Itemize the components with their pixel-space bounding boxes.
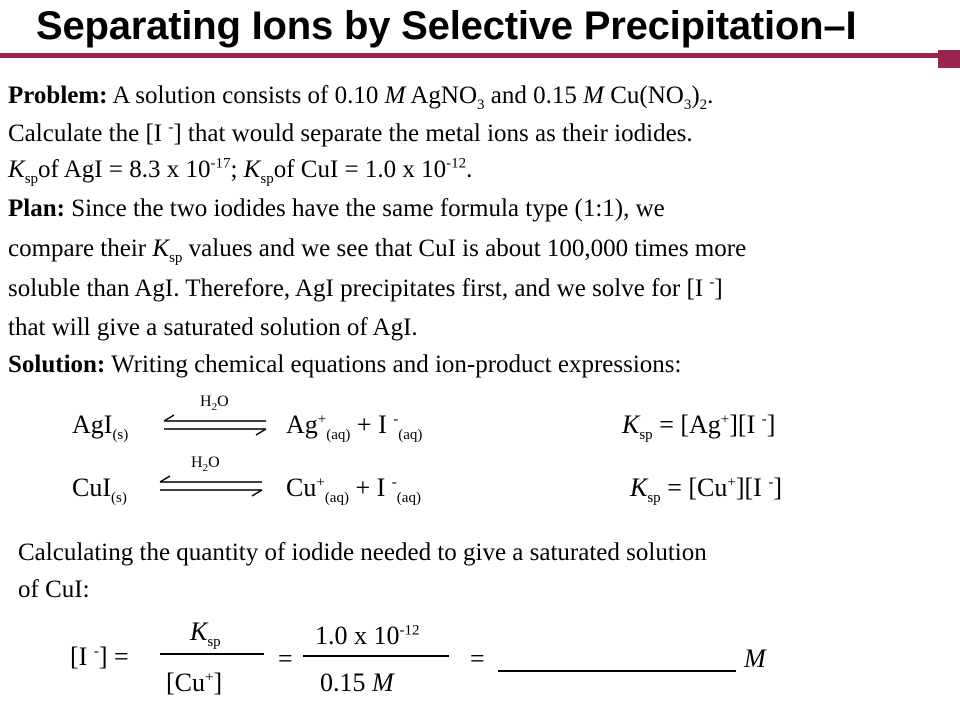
- plan-text: ]: [714, 275, 723, 302]
- expr-text: ] =: [98, 642, 129, 671]
- equals-sign: =: [470, 644, 485, 673]
- problem-line-2: [8, 119, 693, 149]
- subscript: sp: [24, 171, 39, 187]
- problem-label: Problem:: [8, 82, 108, 109]
- plan-line-1: [8, 194, 665, 224]
- fraction-2-bar: [303, 655, 449, 657]
- expr-text: 1.0 x 10: [315, 621, 400, 650]
- calc-lhs: [70, 642, 129, 672]
- state-label: (s): [111, 490, 127, 507]
- reactant-formula: AgI: [72, 410, 113, 439]
- eq1-products: [286, 410, 423, 444]
- state-label: (aq): [326, 427, 351, 444]
- expr-text: = [Ag: [652, 410, 721, 439]
- plan-text: values and we see that CuI is about 100,000 times more: [182, 235, 747, 262]
- superscript: -17: [210, 155, 231, 172]
- expr-text: = [Cu: [660, 473, 728, 502]
- expr-text: ]: [213, 668, 223, 697]
- title-underline-end: [938, 50, 960, 68]
- anion-formula: + I: [348, 473, 392, 502]
- ksp-symbol: K: [152, 235, 170, 262]
- state-label: (s): [112, 427, 129, 444]
- problem-text: ): [691, 82, 700, 109]
- eq1-ksp-expression: [622, 410, 776, 444]
- reactant-formula: CuI: [72, 473, 111, 502]
- ksp-symbol: K: [243, 156, 261, 183]
- charge: +: [720, 411, 730, 428]
- problem-text: .: [466, 156, 473, 183]
- charge: +: [316, 474, 325, 491]
- solvent-text: O: [217, 393, 229, 410]
- eq2-reactant: [72, 473, 127, 507]
- state-label: (aq): [398, 427, 423, 444]
- subscript: sp: [169, 250, 183, 266]
- equals-sign: =: [278, 644, 293, 673]
- expr-text: ]: [766, 410, 776, 439]
- plan-line-4: that will give a saturated solution of AgI.: [8, 314, 418, 341]
- solvent-text: O: [208, 454, 220, 471]
- page-title: Separating Ions by Selective Precipitation–I: [36, 4, 857, 48]
- expr-text: ][I: [729, 410, 762, 439]
- solvent-text: H: [200, 393, 212, 410]
- ksp-symbol: K: [630, 473, 648, 502]
- problem-text: and 0.15: [484, 82, 584, 109]
- title-underline: [0, 53, 938, 58]
- expr-text: [Cu: [166, 668, 205, 697]
- molarity-symbol: M: [384, 82, 406, 109]
- subscript: 2: [202, 462, 209, 475]
- plan-text: soluble than AgI. Therefore, AgI precipitates first, and we solve for [I: [8, 275, 710, 302]
- subscript: 2: [211, 401, 218, 414]
- equilibrium-arrow-icon: [160, 413, 270, 437]
- ksp-symbol: K: [190, 617, 208, 646]
- solvent-text: H: [191, 454, 203, 471]
- cation-formula: Cu: [286, 473, 317, 502]
- subscript: sp: [647, 490, 661, 507]
- problem-text: Calculate the [I: [8, 120, 169, 147]
- anion-formula: + I: [350, 410, 394, 439]
- charge: +: [317, 411, 327, 428]
- problem-text: ;: [230, 156, 244, 183]
- charge: -: [393, 411, 399, 428]
- charge: -: [391, 474, 397, 491]
- solution-label: Solution:: [8, 351, 106, 378]
- eq2-products: [286, 473, 421, 507]
- calc-line-1: Calculating the quantity of iodide needed to give a saturated solution: [18, 539, 707, 566]
- plan-text: Since the two iodides have the same formula type (1:1), we: [64, 195, 665, 222]
- charge: +: [727, 474, 736, 491]
- fraction-1-denominator: [166, 668, 222, 698]
- plan-label: Plan:: [8, 195, 65, 222]
- solvent-label: [200, 393, 229, 414]
- eq2-ksp-expression: [630, 473, 782, 507]
- subscript: sp: [639, 427, 653, 444]
- solution-line: [8, 350, 681, 380]
- problem-text: Cu(NO: [603, 82, 684, 109]
- molarity-symbol: M: [583, 82, 604, 109]
- ksp-symbol: K: [8, 156, 25, 183]
- problem-line-3: [8, 155, 472, 185]
- unit-symbol: M: [744, 644, 766, 673]
- problem-text: of CuI = 1.0 x 10: [273, 156, 447, 183]
- subscript: 3: [477, 97, 485, 113]
- fraction-2-numerator: [315, 621, 420, 651]
- problem-text: of AgI = 8.3 x 10: [38, 156, 211, 183]
- subscript: 2: [699, 97, 708, 113]
- expr-text: 0.15: [320, 668, 372, 697]
- expr-text: ]: [773, 473, 782, 502]
- fraction-2-denominator: [320, 668, 394, 698]
- cation-formula: Ag: [286, 410, 318, 439]
- problem-line-1: [8, 81, 713, 111]
- solution-text: Writing chemical equations and ion-product expressions:: [105, 351, 682, 378]
- subscript: sp: [207, 634, 221, 651]
- charge: -: [761, 411, 767, 428]
- state-label: (aq): [396, 490, 421, 507]
- solvent-label: [191, 454, 220, 475]
- superscript: -12: [446, 155, 467, 172]
- problem-text: AgNO: [405, 82, 478, 109]
- subscript: sp: [260, 171, 274, 187]
- problem-text: .: [707, 82, 714, 109]
- molarity-symbol: M: [372, 668, 394, 697]
- problem-text: A solution consists of 0.10: [107, 82, 385, 109]
- calc-line-2: of CuI:: [18, 576, 90, 603]
- eq1-reactant: [72, 410, 129, 444]
- equilibrium-arrow-icon: [156, 474, 266, 498]
- expr-text: ][I: [735, 473, 769, 502]
- fraction-1-numerator: [190, 617, 221, 651]
- expr-text: [I: [70, 642, 94, 671]
- charge: -: [93, 643, 99, 660]
- superscript: -12: [399, 622, 420, 639]
- charge: +: [205, 669, 214, 686]
- superscript: -: [168, 119, 174, 136]
- charge: -: [768, 474, 774, 491]
- answer-blank: [498, 670, 736, 672]
- state-label: (aq): [324, 490, 349, 507]
- superscript: -: [709, 274, 715, 291]
- fraction-1-bar: [160, 653, 264, 655]
- ksp-symbol: K: [622, 410, 640, 439]
- subscript: 3: [683, 97, 692, 113]
- problem-text: ] that would separate the metal ions as their iodides.: [173, 120, 693, 147]
- plan-line-3: [8, 274, 723, 304]
- plan-line-2: [8, 234, 746, 264]
- plan-text: compare their: [8, 235, 153, 262]
